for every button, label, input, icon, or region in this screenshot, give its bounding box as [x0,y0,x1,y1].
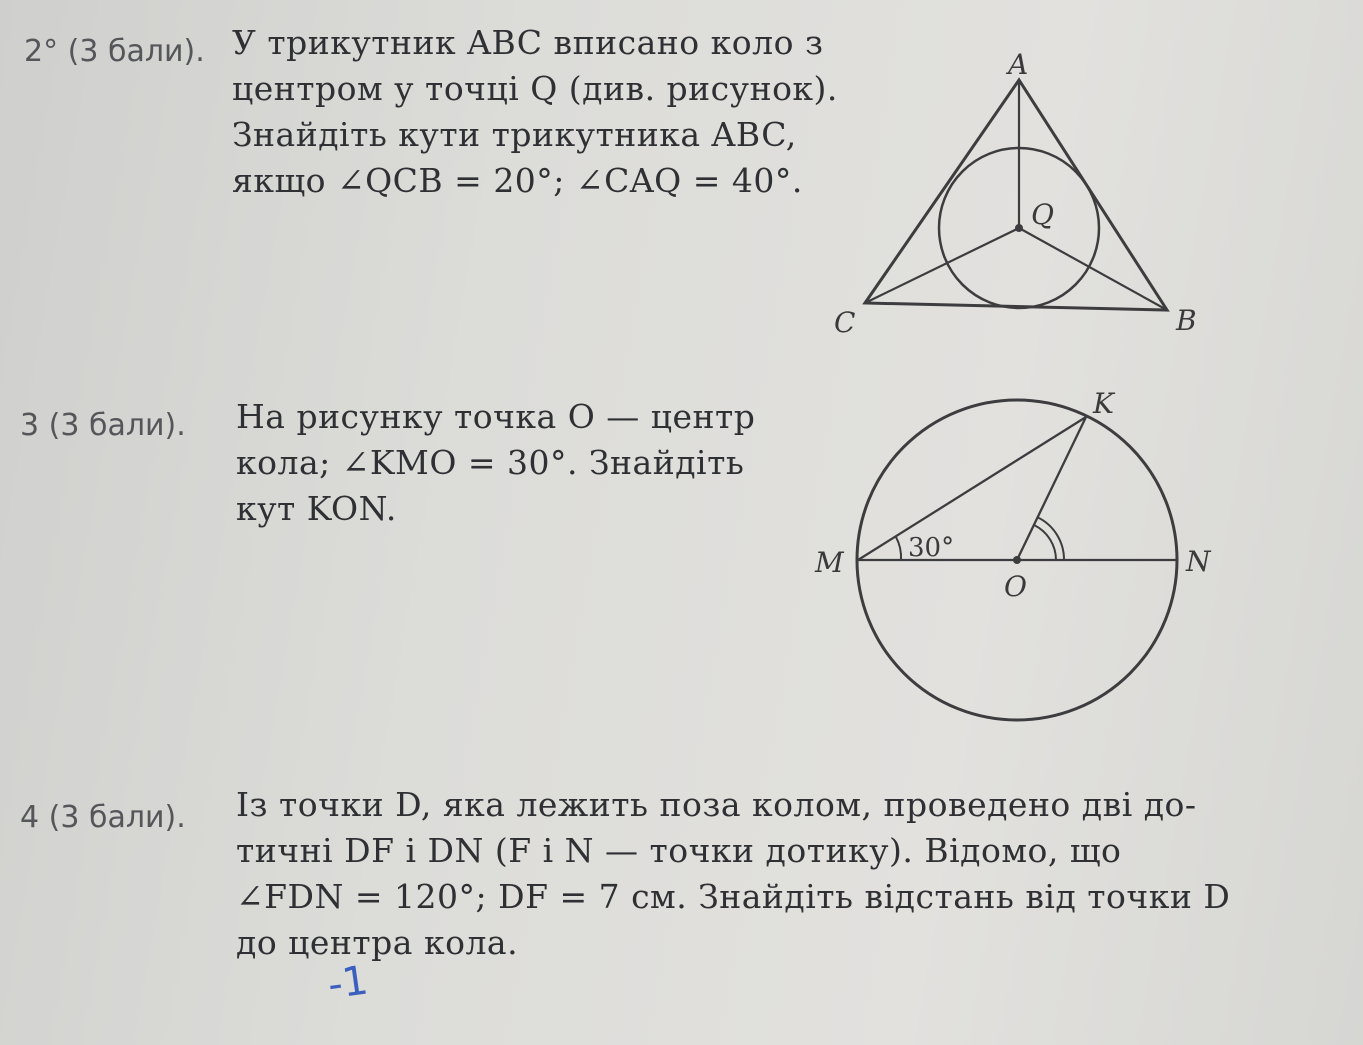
problem-4-line-2: тичні DF і DN (F і N — точки дотику). Відомо, що [236,831,1122,870]
label-c: C [834,306,856,339]
label-b: B [1176,304,1197,337]
circle-figure [800,380,1240,740]
problem-3-text [236,394,755,532]
center-o-point [1013,556,1021,564]
problem-4-line-1: Із точки D, яка лежить поза колом, проведено дві до- [236,785,1197,824]
problem-4-text [236,782,1230,966]
bisector-bq [1019,228,1167,310]
problem-3-line-1: На рисунку точка O — центр [236,397,756,436]
label-m: M [815,546,844,579]
problem-4-line-3: ∠FDN = 120°; DF = 7 см. Знайдіть відстань від точки D [236,877,1231,916]
triangle-abc [865,80,1167,310]
problem-4-number: 4 (3 бали). [20,800,186,835]
problem-3-line-3: кут KON. [236,489,397,528]
triangle-figure [820,40,1220,360]
handwritten-mark: -1 [324,957,371,1009]
bisector-cq [865,228,1019,303]
label-a: A [1008,48,1029,81]
label-o: O [1004,570,1027,603]
problem-2-line-3: Знайдіть кути трикутника ABC, [232,115,797,154]
problem-4-line-4: до центра кола. [236,923,519,962]
angle-arc-m [896,537,901,560]
problem-3-number: 3 (3 бали). [20,408,186,443]
problem-2-text [232,20,838,204]
problem-2-line-4: якщо ∠QCB = 20°; ∠CAQ = 40°. [232,161,803,200]
label-k: K [1093,387,1114,420]
label-q: Q [1031,198,1054,231]
label-angle-30: 30° [908,533,955,563]
problem-2-line-2: центром у точці Q (див. рисунок). [232,69,838,108]
problem-3-line-2: кола; ∠KMO = 30°. Знайдіть [236,443,745,482]
problem-2-line-1: У трикутник ABC вписано коло з [232,23,824,62]
problem-2-number: 2° (3 бали). [24,34,205,69]
label-n: N [1186,545,1211,578]
center-q-point [1015,224,1023,232]
